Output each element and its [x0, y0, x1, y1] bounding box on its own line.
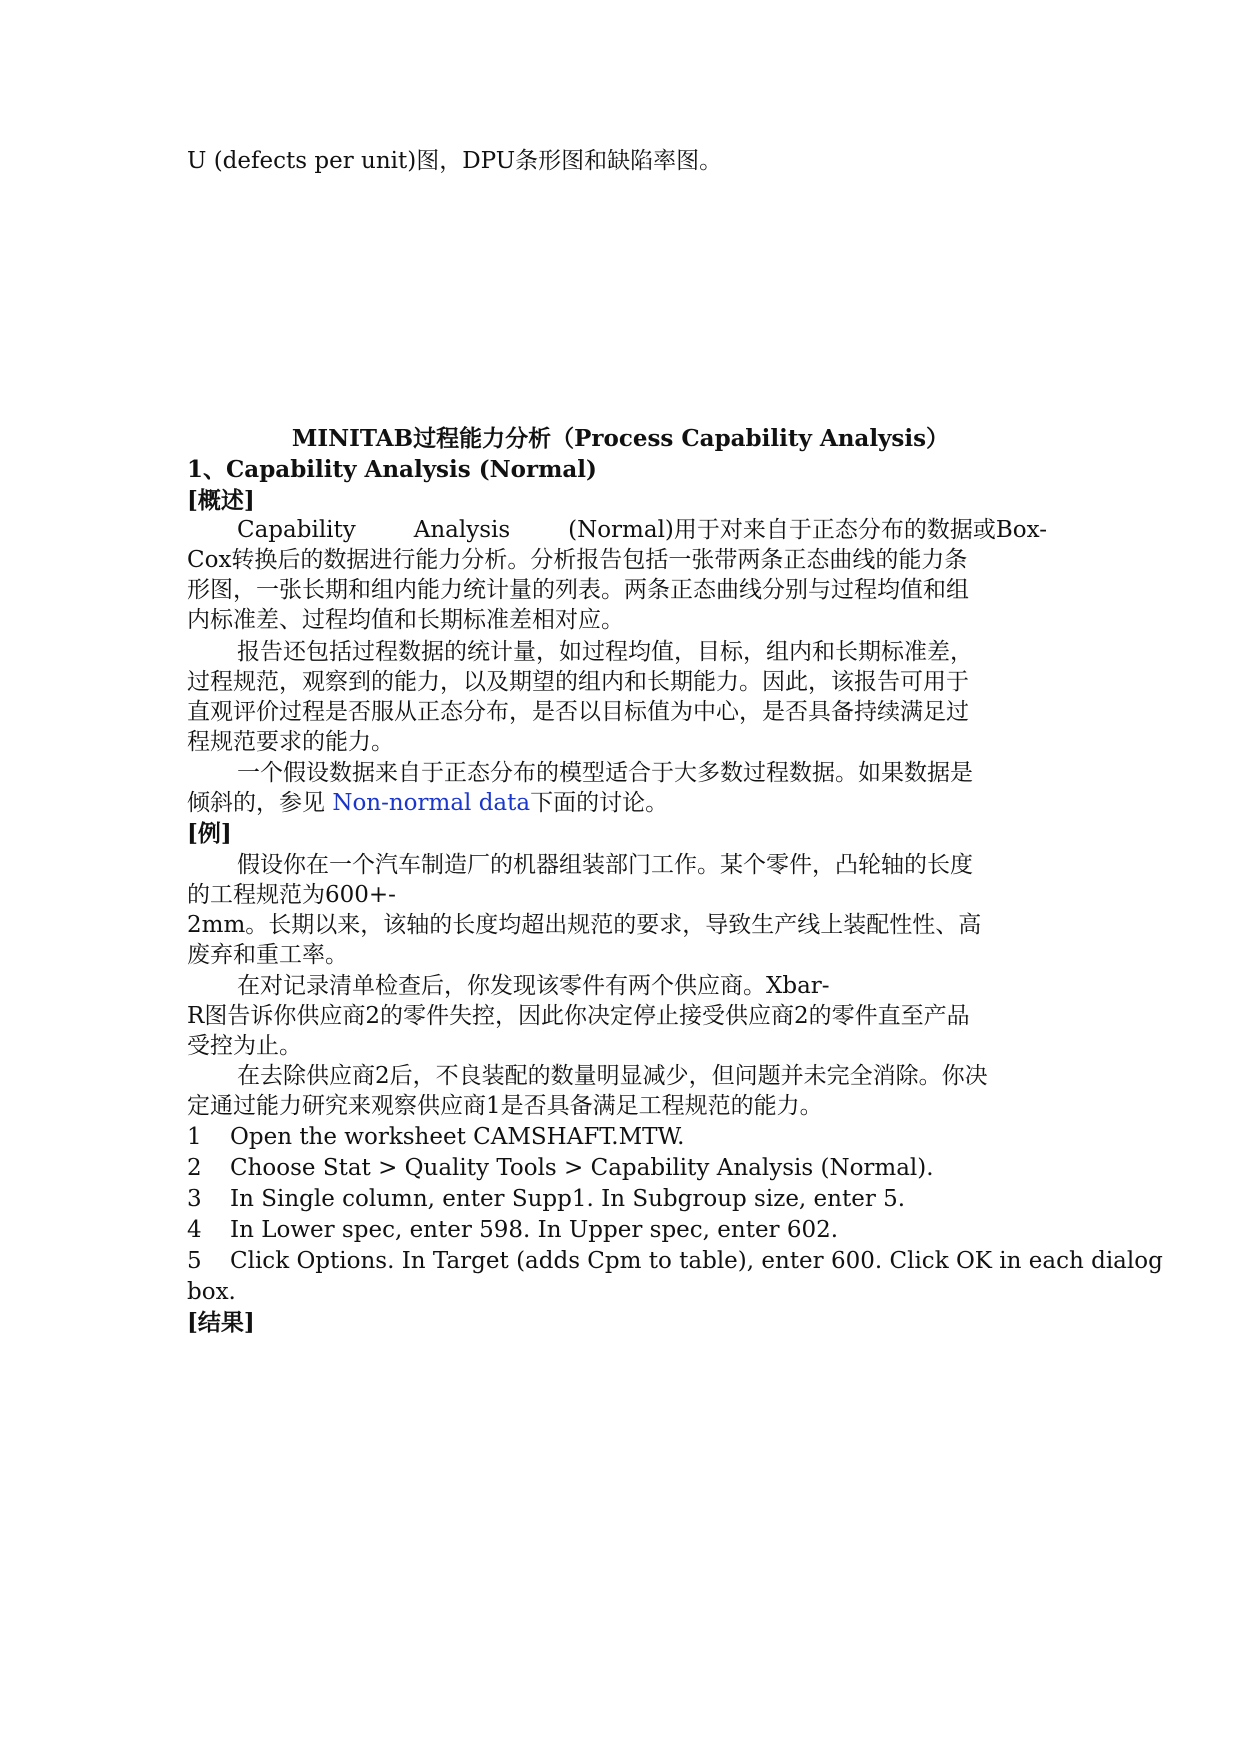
top-line: U (defects per unit)图，DPU条形图和缺陷率图。 — [187, 148, 723, 174]
example-line-7: 受控为止。 — [187, 1033, 302, 1059]
p1-word-analysis: Analysis — [413, 517, 511, 543]
step-4 — [187, 1214, 838, 1246]
results-heading: [结果] — [187, 1309, 255, 1336]
step-number: 2 — [187, 1155, 202, 1181]
overview-p2-line-4: 程规范要求的能力。 — [187, 729, 394, 755]
overview-p2-line-1: 报告还包括过程数据的统计量，如过程均值，目标，组内和长期标准差， — [237, 639, 973, 665]
example-line-4: 废弃和重工率。 — [187, 942, 348, 968]
overview-p1-line-4: 内标准差、过程均值和长期标准差相对应。 — [187, 607, 624, 633]
example-line-8: 在去除供应商2后，不良装配的数量明显减少，但问题并未完全消除。你决 — [237, 1063, 988, 1089]
step-text: In Lower spec, enter 598. In Upper spec, enter 602. — [230, 1217, 839, 1243]
step-number: 4 — [187, 1217, 202, 1243]
non-normal-data-link[interactable]: Non-normal data — [332, 790, 531, 816]
step-number: 5 — [187, 1248, 202, 1274]
step-3 — [187, 1183, 905, 1215]
overview-p1-line-1 — [237, 514, 1047, 546]
overview-p1-line-3: 形图，一张长期和组内能力统计量的列表。两条正态曲线分别与过程均值和组 — [187, 577, 969, 603]
example-line-1: 假设你在一个汽车制造厂的机器组装部门工作。某个零件，凸轮轴的长度 — [237, 852, 973, 878]
example-line-3: 2mm。长期以来，该轴的长度均超出规范的要求，导致生产线上装配性性、高 — [187, 912, 982, 938]
example-line-2: 的工程规范为600+- — [187, 882, 396, 908]
p1-word-capability: Capability — [237, 517, 356, 543]
overview-p2-line-3: 直观评价过程是否服从正态分布，是否以目标值为中心，是否具备持续满足过 — [187, 699, 969, 725]
page-title: MINITAB过程能力分析（Process Capability Analysis） — [291, 425, 950, 452]
example-line-6: R图告诉你供应商2的零件失控，因此你决定停止接受供应商2的零件直至产品 — [187, 1003, 970, 1029]
step-1 — [187, 1121, 684, 1153]
step-number: 3 — [187, 1186, 202, 1212]
step-text: Choose Stat > Quality Tools > Capability Analysis (Normal). — [230, 1155, 934, 1181]
p1-word-normal: (Normal)用于对来自于正态分布的数据或Box- — [568, 517, 1047, 543]
step-text: In Single column, enter Supp1. In Subgroup size, enter 5. — [230, 1186, 906, 1212]
step-text: Open the worksheet CAMSHAFT.MTW. — [230, 1124, 685, 1150]
step-text: Click Options. In Target (adds Cpm to table), enter 600. Click OK in each dialog — [230, 1248, 1163, 1274]
overview-heading: [概述] — [187, 487, 255, 514]
section-heading: 1、Capability Analysis (Normal) — [187, 456, 597, 483]
overview-p3-line-1: 一个假设数据来自于正态分布的模型适合于大多数过程数据。如果数据是 — [237, 760, 973, 786]
overview-p2-line-2: 过程规范，观察到的能力，以及期望的组内和长期能力。因此，该报告可用于 — [187, 669, 969, 695]
example-line-5: 在对记录清单检查后，你发现该零件有两个供应商。Xbar- — [237, 973, 830, 999]
overview-p1-line-2: Cox转换后的数据进行能力分析。分析报告包括一张带两条正态曲线的能力条 — [187, 547, 968, 573]
example-line-9: 定通过能力研究来观察供应商1是否具备满足工程规范的能力。 — [187, 1093, 823, 1119]
step-5-continued: box. — [187, 1279, 236, 1305]
example-heading: [例] — [187, 820, 232, 847]
overview-p3-line-2 — [187, 787, 668, 819]
p3-suffix: 下面的讨论。 — [530, 790, 669, 816]
step-2 — [187, 1152, 934, 1184]
step-number: 1 — [187, 1124, 202, 1150]
step-5 — [187, 1245, 1163, 1277]
p3-prefix: 倾斜的，参见 — [187, 790, 333, 816]
